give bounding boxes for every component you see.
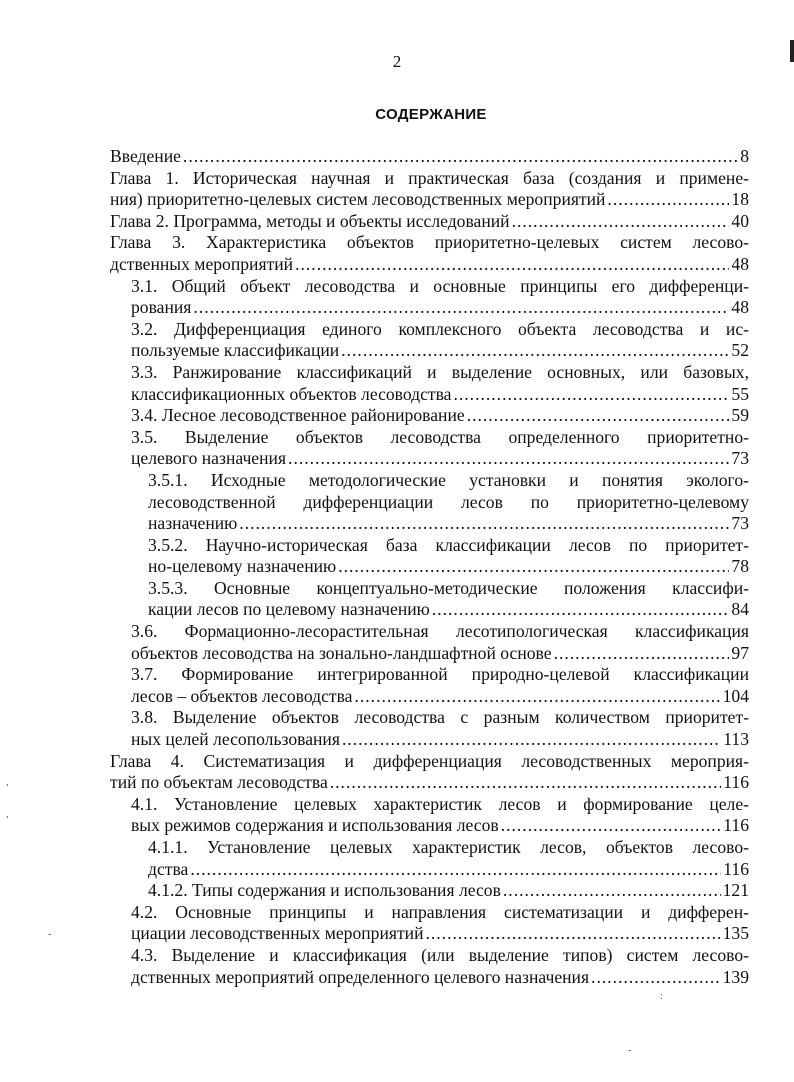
toc-entry-text: пользуемые классификации [131, 340, 340, 361]
toc-entry-text: 3.5.1. Исходные методологические установки и понятия эколого- [148, 469, 749, 490]
toc-entry[interactable] [148, 837, 749, 880]
toc-entry-text: лесов – объектов лесоводства [131, 685, 353, 706]
toc-entry-text: 3.1. Общий объект лесоводства и основные принципы его дифференци- [131, 275, 749, 296]
toc-entry-text: но-целевому назначению [148, 556, 337, 577]
dot-leader [591, 967, 721, 989]
toc-entry-text: 4.3. Выделение и классификация (или выделение типов) систем лесово- [131, 944, 749, 965]
toc-page-number: 113 [723, 729, 749, 750]
dot-leader [190, 859, 721, 881]
dot-leader [425, 923, 720, 945]
scan-speck: , [6, 777, 9, 788]
scan-speck: - [628, 1045, 632, 1056]
toc-page-number: 18 [731, 189, 749, 210]
dot-leader [295, 254, 729, 276]
dot-leader [554, 643, 730, 665]
dot-leader [432, 599, 730, 621]
toc-entry[interactable] [110, 751, 749, 794]
toc-entry-text: 3.6. Формационно-лесорастительная лесотипологическая классификация [131, 621, 749, 642]
toc-entry[interactable] [110, 232, 749, 275]
toc-entry[interactable] [131, 621, 749, 664]
toc-page-number: 48 [731, 253, 749, 274]
scan-speck: - [48, 929, 52, 940]
toc-entry-text: ных целей лесопользования [131, 729, 340, 750]
toc-page-number: 48 [731, 297, 749, 318]
toc-entry-text: 3.5. Выделение объектов лесоводства определенного приоритетно- [131, 426, 749, 447]
page-number: 2 [392, 52, 402, 71]
dot-leader [501, 815, 722, 837]
toc-entry-text: лесоводственной дифференциации лесов по приоритетно-целевому [148, 491, 749, 512]
toc-page-number: 104 [722, 685, 749, 706]
dot-leader [503, 880, 721, 902]
toc-entry[interactable] [131, 945, 749, 988]
toc-entry-text: Глава 3. Характеристика объектов приоритетно-целевых систем лесово- [110, 232, 749, 253]
toc-entry-text: тий по объектам лесоводства [110, 772, 328, 793]
toc-entry[interactable] [110, 146, 749, 168]
page-title: СОДЕРЖАНИЕ [375, 106, 487, 123]
toc-page-number: 116 [723, 815, 749, 836]
toc-entry-text: дственных мероприятий определенного целевого назначения [131, 966, 590, 987]
toc-page-number: 121 [722, 880, 749, 901]
toc-entry-text: рования [131, 297, 192, 318]
toc-page-number: 116 [723, 772, 749, 793]
toc-page-number: 73 [731, 513, 749, 534]
toc-entry[interactable] [131, 902, 749, 945]
dot-leader [330, 772, 722, 794]
toc-page-number: 139 [722, 966, 749, 987]
toc-entry-text: циации лесоводственных мероприятий [131, 923, 424, 944]
toc-entry-text: классификационных объектов лесоводства [131, 383, 452, 404]
toc-entry-text: 4.2. Основные принципы и направления систематизации и дифферен- [131, 901, 749, 922]
toc-entry-text: 4.1.2. Типы содержания и использования лесов [148, 880, 501, 901]
toc-entry-text: 3.5.3. Основные концептуально-методические положения классифи- [148, 577, 749, 598]
toc-entry-text: ния) приоритетно-целевых систем лесоводственных мероприятий [110, 189, 606, 210]
dot-leader [354, 686, 720, 708]
toc-entry-text: 3.4. Лесное лесоводственное районирование [131, 405, 465, 426]
toc-entry[interactable] [131, 427, 749, 470]
toc-entry-text: Введение [110, 146, 181, 166]
dot-leader [607, 189, 729, 211]
toc-page-number: 40 [731, 210, 749, 231]
toc-entry[interactable] [110, 211, 749, 233]
toc-entry-text: 3.5.2. Научно-историческая база классификации лесов по приоритет- [148, 534, 749, 555]
toc-entry[interactable] [131, 319, 749, 362]
toc-page-number: 116 [723, 858, 749, 879]
table-of-contents [0, 146, 794, 988]
toc-page-number: 97 [731, 642, 749, 663]
dot-leader [341, 340, 729, 362]
toc-entry[interactable] [148, 880, 749, 902]
toc-entry-text: Глава 2. Программа, методы и объекты исследований [110, 210, 510, 231]
toc-entry-text: объектов лесоводства на зонально-ландшафтной основе [131, 642, 552, 663]
toc-entry-text: Глава 1. Историческая научная и практическая база (создания и примене- [110, 167, 749, 188]
dot-leader [183, 146, 738, 168]
toc-entry-text: Глава 4. Систематизация и дифференциация лесоводственных мероприя- [110, 750, 749, 771]
toc-page-number: 78 [731, 556, 749, 577]
toc-entry-text: кации лесов по целевому назначению [148, 599, 430, 620]
toc-entry-text: дства [148, 858, 189, 879]
dot-leader [338, 556, 729, 578]
toc-entry[interactable] [131, 707, 749, 750]
toc-entry-text: 3.7. Формирование интегрированной природно-целевой классификации [131, 664, 749, 685]
scan-speck: , [6, 809, 9, 820]
toc-page-number: 84 [731, 599, 749, 620]
toc-entry-text: целевого назначения [131, 448, 287, 469]
dot-leader [467, 405, 730, 427]
dot-leader [239, 513, 729, 535]
toc-page-number: 59 [731, 405, 749, 426]
toc-entry-text: 3.3. Ранжирование классификаций и выделение основных, или базовых, [131, 361, 749, 382]
toc-page-number: 135 [722, 923, 749, 944]
toc-page-number: 55 [731, 383, 749, 404]
toc-entry-text: назначению [148, 513, 238, 534]
toc-entry-text: 3.8. Выделение объектов лесоводства с разным количеством приоритет- [131, 707, 749, 728]
dot-leader [342, 729, 721, 751]
toc-entry-text: дственных мероприятий [110, 253, 294, 274]
toc-page-number: 52 [731, 340, 749, 361]
toc-page-number: 8 [740, 146, 749, 166]
dot-leader [288, 448, 729, 470]
toc-entry[interactable] [148, 535, 749, 578]
dot-leader [193, 297, 729, 319]
toc-entry[interactable] [131, 664, 749, 707]
toc-entry-text: 3.2. Дифференциация единого комплексного объекта лесоводства и ис- [131, 318, 749, 339]
scan-speck: : [660, 991, 663, 1002]
dot-leader [453, 384, 729, 406]
toc-entry[interactable] [148, 470, 749, 535]
toc-entry[interactable] [131, 794, 749, 837]
toc-page-number: 73 [731, 448, 749, 469]
toc-entry[interactable] [131, 362, 749, 405]
toc-entry[interactable] [131, 276, 749, 319]
toc-entry-text: 4.1.1. Установление целевых характеристик лесов, объектов лесово- [148, 837, 749, 857]
toc-entry[interactable] [110, 168, 749, 211]
toc-entry-text: 4.1. Установление целевых характеристик лесов и формирование целе- [131, 793, 749, 814]
dot-leader [512, 211, 730, 233]
toc-entry[interactable] [131, 405, 749, 427]
toc-entry[interactable] [148, 578, 749, 621]
toc-entry-text: вых режимов содержания и использования лесов [131, 815, 499, 836]
